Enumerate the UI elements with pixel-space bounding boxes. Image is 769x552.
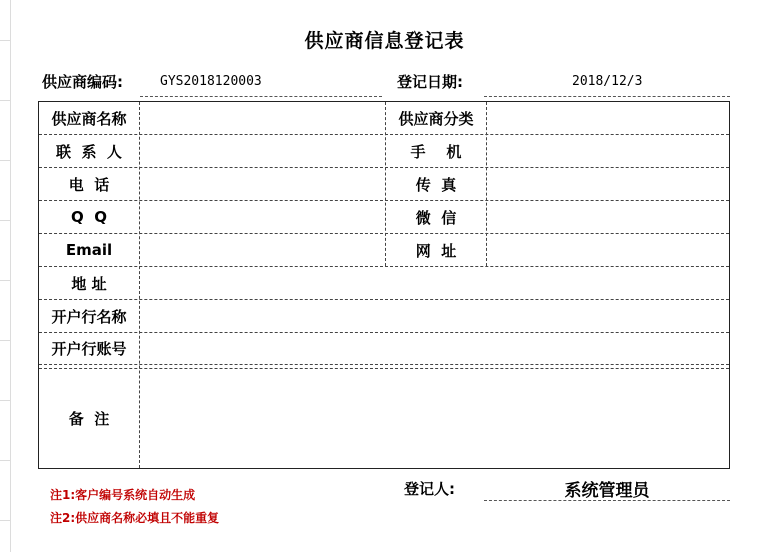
website-field[interactable]	[487, 234, 729, 266]
remarks-label: 备 注	[68, 410, 110, 428]
sheet-gridline	[0, 280, 10, 281]
bank-name-label: 开户行名称	[51, 307, 127, 326]
bank-account-label: 开户行账号	[51, 340, 127, 358]
registrant-label: 登记人:	[404, 480, 455, 498]
sheet-gridline	[10, 0, 11, 552]
form-title: 供应商信息登记表	[304, 30, 465, 52]
supplier-form-table	[38, 101, 730, 469]
row-divider	[39, 364, 729, 365]
register-date-value[interactable]: 2018/12/3	[572, 74, 643, 89]
wechat-label: 微 信	[415, 208, 457, 227]
registrant-underline	[484, 500, 730, 501]
mobile-field[interactable]	[487, 135, 729, 167]
email-field[interactable]	[140, 234, 385, 266]
supplier-category-field[interactable]	[487, 102, 729, 134]
bank-account-field[interactable]	[140, 333, 729, 364]
note-2: 注2:供应商名称必填且不能重复	[50, 511, 220, 525]
sheet-gridline	[0, 220, 10, 221]
website-label: 网 址	[415, 241, 457, 260]
email-label: Email	[65, 241, 113, 259]
sheet-gridline	[0, 520, 10, 521]
supplier-category-label: 供应商分类	[398, 109, 474, 128]
sheet-gridline	[0, 160, 10, 161]
register-date-underline	[484, 96, 730, 97]
sheet-gridline	[0, 460, 10, 461]
phone-field[interactable]	[140, 168, 385, 200]
address-label: 地 址	[71, 274, 107, 293]
note-1: 注1:客户编号系统自动生成	[50, 488, 196, 502]
bank-name-field[interactable]	[140, 300, 729, 332]
registrant-value[interactable]: 系统管理员	[564, 481, 650, 501]
sheet-gridline	[0, 400, 10, 401]
remarks-field[interactable]	[140, 369, 729, 468]
fax-field[interactable]	[487, 168, 729, 200]
contact-label: 联 系 人	[56, 142, 122, 161]
mobile-label: 手 机	[410, 142, 462, 161]
supplier-code-label: 供应商编码:	[42, 73, 123, 91]
phone-label: 电 话	[68, 175, 110, 194]
sheet-gridline	[0, 100, 10, 101]
contact-field[interactable]	[140, 135, 385, 167]
wechat-field[interactable]	[487, 201, 729, 233]
fax-label: 传 真	[415, 175, 457, 194]
address-field[interactable]	[140, 267, 729, 299]
sheet-gridline	[0, 340, 10, 341]
register-date-label: 登记日期:	[397, 73, 463, 91]
supplier-name-field[interactable]	[140, 102, 385, 134]
supplier-code-value[interactable]: GYS2018120003	[160, 74, 262, 89]
supplier-code-underline	[140, 96, 382, 97]
qq-label: Q Q	[71, 208, 107, 226]
supplier-name-label: 供应商名称	[51, 109, 127, 128]
qq-field[interactable]	[140, 201, 385, 233]
